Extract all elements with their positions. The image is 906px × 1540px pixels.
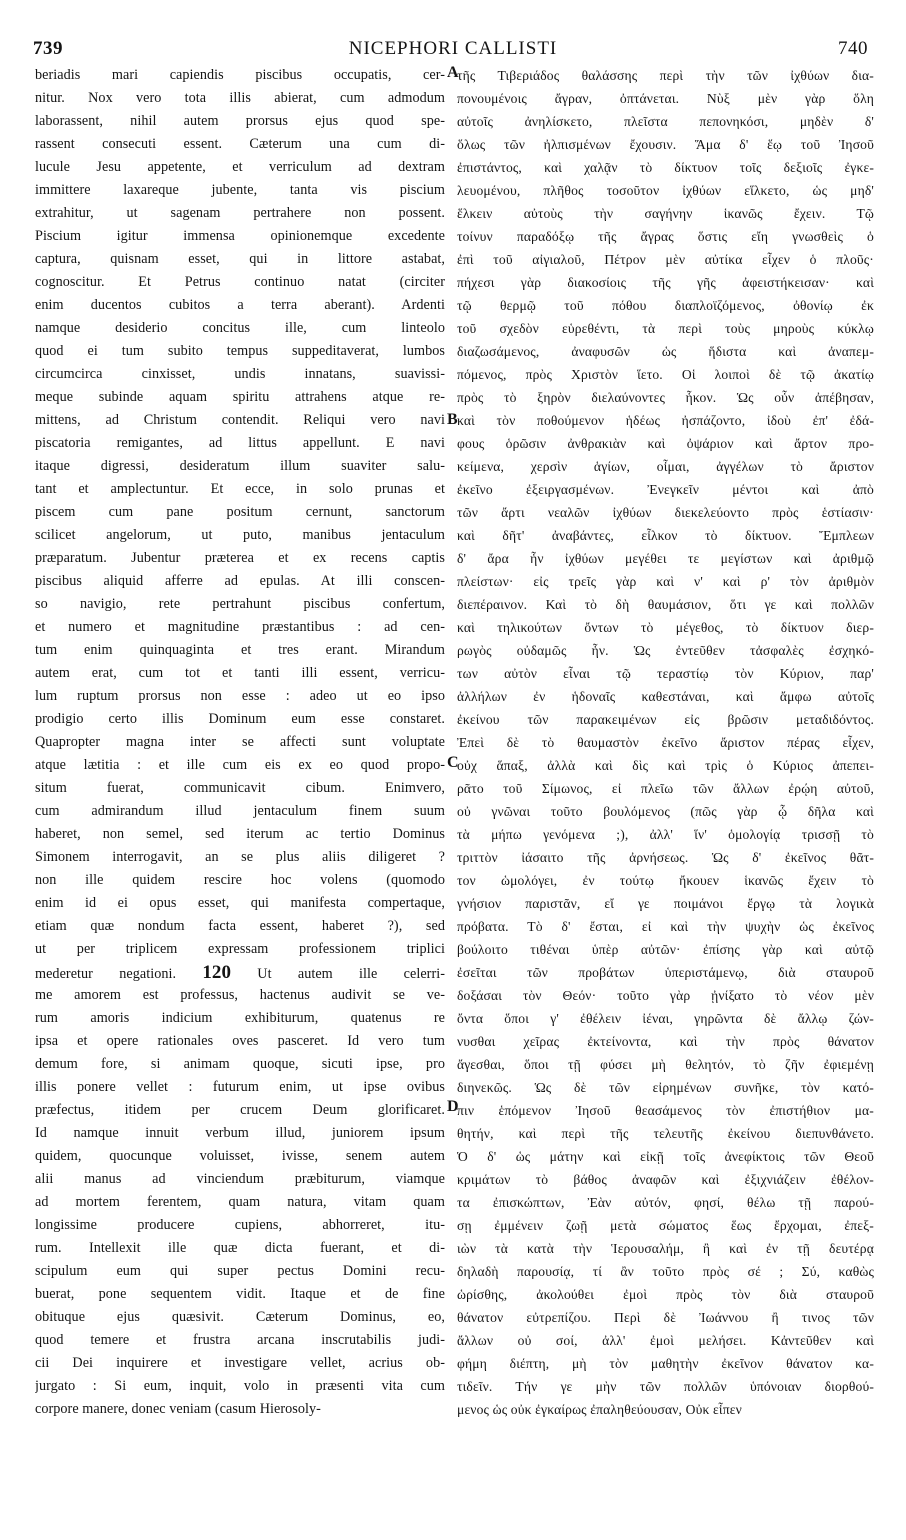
latin-line: obituque ejus quæsivit. Cæterum Dominus, eo, bbox=[35, 1309, 445, 1325]
latin-line: rassent consecuti essent. Cæterum una cum di- bbox=[35, 136, 445, 152]
latin-line: so navigio, rete pertrahunt piscibus confertum, bbox=[35, 596, 445, 612]
greek-line: τον ὡμολόγει, ἐν τούτῳ ἤκουεν ἱκανῶς ἔχειν τὸ bbox=[457, 873, 874, 888]
greek-line: θητήν, καὶ περὶ τῆς τελευτῆς ἐκείνου διεπυνθάνετο. bbox=[457, 1126, 874, 1141]
latin-line: cum admirandum illud jentaculum finem suum bbox=[35, 803, 445, 819]
latin-line: quod ei tum subito tempus suppeditaverat, lumbos bbox=[35, 343, 445, 359]
greek-line: κείμενα, χερσὶν ἁγίων, οἶμαι, ἀγγέλων τὸ ἄριστον bbox=[457, 459, 874, 474]
greek-line: βούλοιτο τιθέναι ὑπὲρ αὐτῶν· ἐπίσης γὰρ καὶ αὐτῷ bbox=[457, 942, 874, 957]
latin-line: Piscium igitur immensa opinionemque excedente bbox=[35, 228, 445, 244]
latin-line: nitur. Nox vero tota illis abierat, cum admodum bbox=[35, 90, 445, 106]
latin-line: rum amoris indicium exhibiturum, quatenus re bbox=[35, 1010, 445, 1026]
latin-line: scilicet angelorum, ut puto, manibus jentaculum bbox=[35, 527, 445, 543]
right-page-number: 740 bbox=[838, 38, 868, 59]
greek-line: Ἐπεὶ δὲ τὸ θαυμαστὸν ἐκεῖνο ἄριστον πέρας εἶχεν, bbox=[457, 735, 874, 750]
greek-line: τῷ θερμῷ τοῦ πόθου διαπλοϊζόμενος, ὀθονίῳ ἐκ bbox=[457, 298, 874, 313]
latin-line: beriadis mari capiendis piscibus occupatis, cer- bbox=[35, 67, 445, 83]
latin-line: quidem, quocunque voluisset, ivisse, senem autem bbox=[35, 1148, 445, 1164]
latin-line: piscem cum pane positum cernunt, sanctorum bbox=[35, 504, 445, 520]
latin-line: lucule Jesu appetente, et verriculum ad dextram bbox=[35, 159, 445, 175]
latin-line: atque lætitia : et ille cum eis ex eo quod propo- bbox=[35, 757, 445, 773]
greek-column bbox=[457, 64, 874, 1421]
latin-line: situm fuerat, communicavit cibum. Enimvero, bbox=[35, 780, 445, 796]
latin-line: piscibus aliquid afferre ad epulas. At illi conscen- bbox=[35, 573, 445, 589]
margin-marker-a: A bbox=[447, 64, 459, 81]
greek-line: διαζωσάμενος, ἀναφυσῶν ὡς ἥδιστα καὶ ἀναπεμ- bbox=[457, 344, 874, 359]
margin-marker-b: B bbox=[447, 411, 458, 428]
greek-line: δ' ἄρα ἦν ἰχθύων μεγέθει τε μεγίστων καὶ ἀριθμῷ bbox=[457, 551, 874, 566]
greek-line: ἀλλήλων ἐν ἡδοναῖς καθεστάναι, καὶ ἄμφω αὐτοῖς bbox=[457, 689, 874, 704]
greek-line: πιν ἑπόμενον Ἰησοῦ θεασάμενος τὸν ἐπιστήθιον μα- bbox=[457, 1103, 874, 1118]
latin-line: ad mortem ferentem, quam natura, vitam quam bbox=[35, 1194, 445, 1210]
latin-line: autem erat, cum tot et tanti illi essent, verricu- bbox=[35, 665, 445, 681]
greek-line: τριττὸν ἰάσαιτο τῆς ἀρνήσεως. Ὡς δ' ἐκεῖνος θᾶτ- bbox=[457, 850, 874, 865]
latin-line: longissime producere cupiens, abhorreret, itu- bbox=[35, 1217, 445, 1233]
greek-line: μενος ὡς οὐκ ἐγκαίρως ἐπαληθεύουσαν, Οὐκ εἶπεν bbox=[457, 1402, 742, 1417]
greek-line: γνήσιον παριστᾶν, εἴ γε ποιμάνοι ἔργῳ τὰ λογικὰ bbox=[457, 896, 874, 911]
greek-line: καὶ τὸν ποθούμενον ἡδέως ἠσπάζοντο, ἰδοὺ ἐπ' ἐδά- bbox=[457, 413, 874, 428]
latin-line: cii Dei inquirere et investigare vellet, acrius ob- bbox=[35, 1355, 445, 1371]
greek-line: τῆς Τιβεριάδος θαλάσσης περὶ τὴν τῶν ἰχθύων δια- bbox=[457, 68, 874, 83]
greek-line: λευομένου, πλῆθος τοσοῦτον ἰχθύων εἵλκετο, ὡς μηδ' bbox=[457, 183, 874, 198]
greek-line: κριμάτων τὸ βάθος ἀναφῶν καὶ ἐξιχνιάζειν ἐθέλον- bbox=[457, 1172, 874, 1187]
greek-line: οὐ γνῶναι τοῦτο βουλόμενος (πῶς γὰρ ᾧ δῆλα καὶ bbox=[457, 804, 874, 819]
greek-line: ὄντα ὅποι γ' ἐθέλειν ἰέναι, γηρῶντα δὲ ἄλλῳ ζών- bbox=[457, 1011, 874, 1026]
latin-line: laborassent, nihil autem prorsus ejus quod spe- bbox=[35, 113, 445, 129]
greek-line: ἐσεῖται τῶν προβάτων ὑπεριστάμενῳ, διὰ σταυροῦ bbox=[457, 965, 874, 980]
greek-line: ἐπιστάντος, καὶ χαλᾷν τὸ δίκτυον τοῖς δεξιοῖς ἐγκε- bbox=[457, 160, 874, 175]
greek-line: καὶ τηλικούτων ὄντων τὸ μέγεθος, τὸ δίκτυον διερ- bbox=[457, 620, 874, 635]
latin-line: scipulum eum qui super pectus Domini recu- bbox=[35, 1263, 445, 1279]
greek-line: τοίνυν παραδόξῳ τῆς ἄγρας ὅστις εἴη γνωσθεὶς ὁ bbox=[457, 229, 874, 244]
greek-line: πονουμένοις ἄγραν, ὀπτάνεται. Νὺξ μὲν γὰρ ὅλη bbox=[457, 91, 874, 106]
latin-line: enim ducentos cubitos a terra aberant). Ardenti bbox=[35, 297, 445, 313]
greek-line: ιὼν τὰ κατὰ τὴν Ἱερουσαλήμ, ἢ καὶ ἐν τῇ δευτέρᾳ bbox=[457, 1241, 874, 1256]
latin-line: piscatoria remigantes, ad littus appellunt. E navi bbox=[35, 435, 445, 451]
greek-line: ὡρίσθης, ἀκολούθει ἐμοὶ πρὸς τὸν διὰ σταυροῦ bbox=[457, 1287, 874, 1302]
greek-line: πόμενος, πρὸς Χριστὸν ἵετο. Οἱ λοιποὶ δὲ τῷ ἀκατίῳ bbox=[457, 367, 874, 382]
left-page-number: 739 bbox=[33, 38, 63, 59]
greek-line: των αὐτὸν εἶναι τῷ τεραστίῳ τὸν Κύριον, παρ' bbox=[457, 666, 874, 681]
greek-line: φους ὁρῶσιν ἀνθρακιὰν καὶ ὀψάριον καὶ ἄρτον προ- bbox=[457, 436, 874, 451]
greek-line: πρόβατα. Τὸ δ' ἔσται, εἰ καὶ τὴν ψυχὴν ὡς ἐκεῖνος bbox=[457, 919, 874, 934]
latin-line: cognoscitur. Et Petrus continuo natat (circiter bbox=[35, 274, 445, 290]
greek-line: ἕλκειν αὐτοὺς τὴν σαγήνην ἱκανῶς ἔχειν. Τῷ bbox=[457, 206, 874, 221]
latin-line: itaque digressi, desideratum illum suaviter salu- bbox=[35, 458, 445, 474]
section-number: 120 bbox=[202, 962, 232, 983]
running-header bbox=[0, 38, 906, 66]
latin-line: enim id ei opus esset, qui manifesta compertaque, bbox=[35, 895, 445, 911]
greek-line: τοῦ σχεδὸν εὑρεθέντι, τὰ περὶ τοὺς μηροὺς κύκλῳ bbox=[457, 321, 874, 336]
latin-line: jurgato : Si eum, inquit, volo in præsenti vita cum bbox=[35, 1378, 445, 1394]
greek-line: ρᾶτο τοῦ Σίμωνος, εἰ πλεῖω τῶν ἄλλων ἐρῴη αὐτοῦ, bbox=[457, 781, 874, 796]
greek-line: σῃ ἐμμένειν ζωῇ μετὰ σώματος ἕως ἔρχομαι, ἐπεξ- bbox=[457, 1218, 874, 1233]
line-text: mederetur negationi. bbox=[35, 966, 177, 982]
greek-line: νυσθαι χεῖρας ἐκτείνοντα, καὶ τὴν πρὸς θάνατον bbox=[457, 1034, 874, 1049]
margin-marker-c: C bbox=[447, 754, 459, 771]
greek-line: ρωγὸς οὐδαμῶς ἦν. Ὡς ἐντεῦθεν τἀσφαλὲς ἐσχηκό- bbox=[457, 643, 874, 658]
latin-line: ut per triplicem expressam professionem triplici bbox=[35, 941, 445, 957]
greek-line: δηλαδὴ παρουσίᾳ, τί ἂν τοῦτο πρὸς σέ ; Σύ, καθὼς bbox=[457, 1264, 874, 1279]
greek-line: τὰ μήπω γενόμενα ;), ἀλλ' ἵν' ὁμολογίᾳ τρισσῇ τὸ bbox=[457, 827, 874, 842]
greek-line: δοξάσαι τὸν Θεόν· τοῦτο γὰρ ᾐνίξατο τὸ νέον μὲν bbox=[457, 988, 874, 1003]
latin-line: ipsa et opere rationales oves pasceret. Id vero tum bbox=[35, 1033, 445, 1049]
greek-line: ἐκείνου τῶν παρακειμένων εἰς βρῶσιν μεταδιδόντος. bbox=[457, 712, 874, 727]
latin-line: rum. Intellexit ille quæ dicta fuerant, et di- bbox=[35, 1240, 445, 1256]
greek-line: Ὁ δ' ὡς μάτην καὶ εἰκῇ τοῖς ἀνεφίκτοις τῶν Θεοῦ bbox=[457, 1149, 874, 1164]
greek-line: θάνατον εὐτρεπίζου. Περὶ δὲ Ἰωάννου ἢ τινος τῶν bbox=[457, 1310, 874, 1325]
greek-line: πλείστων· εἰς τρεῖς γὰρ καὶ ν' καὶ ρ' τὸν ἀριθμὸν bbox=[457, 574, 874, 589]
greek-line: ἐκεῖνο ἐξειργασμένων. Ἐνεγκεῖν μέντοι καὶ ἀπὸ bbox=[457, 482, 874, 497]
latin-line: tant et amplectuntur. Et ecce, in solo prunas et bbox=[35, 481, 445, 497]
greek-line: καὶ δῆτ' ἀναβάντες, εἷλκον τὸ δίκτυον. Ἔμπλεων bbox=[457, 528, 874, 543]
greek-line: οὐχ ἅπαξ, ἀλλὰ καὶ δὶς καὶ τρὶς ὁ Κύριος ἀπεπει- bbox=[457, 758, 874, 773]
greek-line: αὐτοῖς ἀνηλίσκετο, πλεῖστα πεπονηκόσι, μηδὲν δ' bbox=[457, 114, 874, 129]
latin-line: illis ponere vellet : futurum enim, ut ipse ovibus bbox=[35, 1079, 445, 1095]
latin-line: et numero et magnitudine præstantibus : ad cen- bbox=[35, 619, 445, 635]
latin-line: tum enim quinquaginta et tres erant. Mirandum bbox=[35, 642, 445, 658]
latin-line: prodigio certo illis Dominum eum esse constaret. bbox=[35, 711, 445, 727]
running-title: NICEPHORI CALLISTI bbox=[348, 38, 558, 59]
greek-line: ὅλως τῶν ἠλπισμένων ἔχουσιν. Ἅμα δ' ἕῳ τοῦ Ἰησοῦ bbox=[457, 137, 874, 152]
greek-line: ἐπὶ τοῦ αἰγιαλοῦ, Πέτρον μὲν αὐτίκα εἶχεν ὁ πλοῦς· bbox=[457, 252, 874, 267]
latin-line: præfectus, itidem per crucem Deum glorificaret. bbox=[35, 1102, 445, 1118]
latin-line: alii manus ad vinciendum præbiturum, viamque bbox=[35, 1171, 445, 1187]
greek-line: διεπέραινον. Καὶ τὸ δὴ θαυμάσιον, ὅτι γε καὶ πολλῶν bbox=[457, 597, 874, 612]
latin-line: haberet, non semel, sed iterum ac tertio Dominus bbox=[35, 826, 445, 842]
latin-line: Quapropter magna inter se affecti sunt voluptate bbox=[35, 734, 445, 750]
latin-column bbox=[35, 64, 445, 1421]
greek-line: πήχεσι γὰρ διακοσίοις τῆς γῆς ἀφειστήκεισαν· καὶ bbox=[457, 275, 874, 290]
latin-line: corpore manere, donec veniam (casum Hierosoly- bbox=[35, 1401, 321, 1417]
latin-line: buerat, pone sequentem vidit. Itaque et de fine bbox=[35, 1286, 445, 1302]
latin-line: immittere laxareque jubente, tanta vis piscium bbox=[35, 182, 445, 198]
greek-line: τῶν ἄρτι νεαλῶν ἰχθύων διεκελεύοντο πρὸς ἑστίασιν· bbox=[457, 505, 874, 520]
greek-line: ἄλλων οὐ σοί, ἀλλ' ἐμοὶ μελήσει. Κἀντεῦθεν καὶ bbox=[457, 1333, 874, 1348]
greek-line: διηνεκῶς. Ὡς δὲ τῶν εἰρημένων συνῆκε, τὸν κατό- bbox=[457, 1080, 874, 1095]
latin-line: me amorem est professus, hactenus audivit se ve- bbox=[35, 987, 445, 1003]
latin-line: lum ruptum prorsus non esse : adeo ut eo ipso bbox=[35, 688, 445, 704]
line-text-continuation: Ut autem ille celerri- bbox=[231, 966, 445, 982]
latin-line: namque desiderio concitus ille, cum linteolo bbox=[35, 320, 445, 336]
latin-line: etiam quæ nondum facta essent, haberet ?), sed bbox=[35, 918, 445, 934]
latin-line: extrahitur, ut sagenam pertrahere non possent. bbox=[35, 205, 445, 221]
greek-line: πρὸς τὸ ξηρὸν διελαύνοντες ἧκον. Ὡς οὖν ἀπέβησαν, bbox=[457, 390, 874, 405]
latin-line: demum fore, si animam quoque, sicuti ipse, pro bbox=[35, 1056, 445, 1072]
latin-line bbox=[35, 961, 445, 984]
latin-line: circumcirca cinxisset, undis innatans, suavissi- bbox=[35, 366, 445, 382]
greek-line: τα ἐπισκώπτων, Ἐὰν αὐτόν, φησί, θέλω τῇ παρού- bbox=[457, 1195, 874, 1210]
latin-line: captura, quisnam esset, qui in littore astabat, bbox=[35, 251, 445, 267]
latin-line: quod temere et frustra arcana inscrutabilis judi- bbox=[35, 1332, 445, 1348]
greek-line: τιδεῖν. Τήν γε μὴν τῶν πολλῶν ὑπόνοιαν διορθού- bbox=[457, 1379, 874, 1394]
margin-marker-d: D bbox=[447, 1098, 459, 1115]
latin-line: Id namque innuit verbum illud, juniorem ipsum bbox=[35, 1125, 445, 1141]
latin-line: non ille quidem rescire hoc volens (quomodo bbox=[35, 872, 445, 888]
greek-line: φήμη διέπτη, μὴ τὸν μαθητὴν ἐκεῖνον θάνατον κα- bbox=[457, 1356, 874, 1371]
greek-line: ἄγεσθαι, ὅποι τῇ φύσει μὴ θελητόν, τὸ ζῆν ἐφιεμένῃ bbox=[457, 1057, 874, 1072]
latin-line: meque subinde aquam spiritu attrahens atque re- bbox=[35, 389, 445, 405]
latin-line: Simonem interrogavit, an se plus aliis diligeret ? bbox=[35, 849, 445, 865]
latin-line: præparatum. Jubentur præterea et ex recens captis bbox=[35, 550, 445, 566]
latin-line: mittens, ad Christum contendit. Reliqui vero navi bbox=[35, 412, 445, 428]
